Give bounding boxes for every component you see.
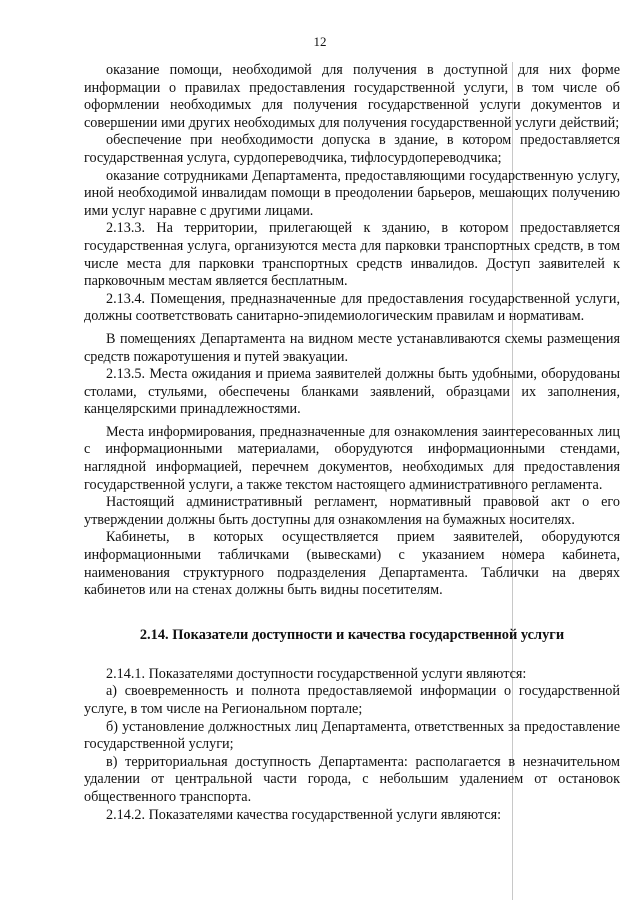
paragraph: В помещениях Департамента на видном месте устанавливаются схемы размещения средств пожаротушения и путей эвакуации.: [84, 330, 620, 365]
list-item-b: б) установление должностных лиц Департамента, ответственных за предоставление государственной услуги;: [84, 718, 620, 753]
list-item-c: в) территориальная доступность Департамента: располагается в незначительном удалении от центральной части города, с небольшим удалением от остановок общественного транспорта.: [84, 753, 620, 805]
paragraph: Настоящий административный регламент, нормативный правовой акт о его утверждении должны быть доступны для ознакомления на бумажных носителях.: [84, 494, 620, 528]
paragraph-2-13-3: 2.13.3. На территории, прилегающей к зданию, в котором предоставляется государственная услуга, организуются места для парковки транспортных средств, в том числе места для парковки транспортных средств инвалидов. Доступ заявителей к парковочным местам является бесплатным.: [84, 220, 620, 290]
paragraph-2-13-5: 2.13.5. Места ожидания и приема заявителей должны быть удобными, оборудованы столами, стульями, обеспечены бланками заявлений, образцами их заполнения, канцелярскими принадлежностями.: [84, 366, 620, 418]
document-body: [84, 62, 620, 824]
list-item-a: а) своевременность и полнота предоставляемой информации о государственной услуге, в том числе на Региональном портале;: [84, 683, 620, 717]
paragraph-2-14-1: 2.14.1. Показателями доступности государственной услуги являются:: [106, 665, 527, 682]
paragraph-2-14-2: 2.14.2. Показателями качества государственной услуги являются:: [106, 806, 502, 823]
paragraph: обеспечение при необходимости допуска в здание, в котором предоставляется государственная услуга, сурдопереводчика, тифлосурдопереводчика;: [84, 132, 620, 166]
section-heading: 2.14. Показатели доступности и качества государственной услуги: [139, 626, 565, 643]
page-number: 12: [313, 34, 327, 49]
paragraph: Места информирования, предназначенные для ознакомления заинтересованных лиц с информационными материалами, оборудуются информационными стендами, наглядной информацией, перечнем документов, необходимых для предоставления государственной услуги, а также текстом настоящего административного регламента.: [84, 423, 620, 493]
paragraph: Кабинеты, в которых осуществляется прием заявителей, оборудуются информационными табличками (вывесками) с указанием номера кабинета, наименования структурного подразделения Департамента. Таблички на дверях кабинетов или на стенах должны быть видны посетителям.: [84, 529, 620, 599]
paragraph: оказание сотрудниками Департамента, предоставляющими государственную услугу, иной необходимой инвалидам помощи в преодолении барьеров, мешающих получению ими услуг наравне с другими лицами.: [84, 167, 620, 219]
paragraph: оказание помощи, необходимой для получения в доступной для них форме информации о правилах предоставления государственной услуги, в том числе об оформлении необходимых для получения государственной услуги документов и совершении ими других необходимых для получения государственной услуги действий;: [84, 62, 620, 131]
paragraph-2-13-4: 2.13.4. Помещения, предназначенные для предоставления государственной услуги, должны соответствовать санитарно-эпидемиологическим правилам и нормативам.: [84, 290, 620, 325]
